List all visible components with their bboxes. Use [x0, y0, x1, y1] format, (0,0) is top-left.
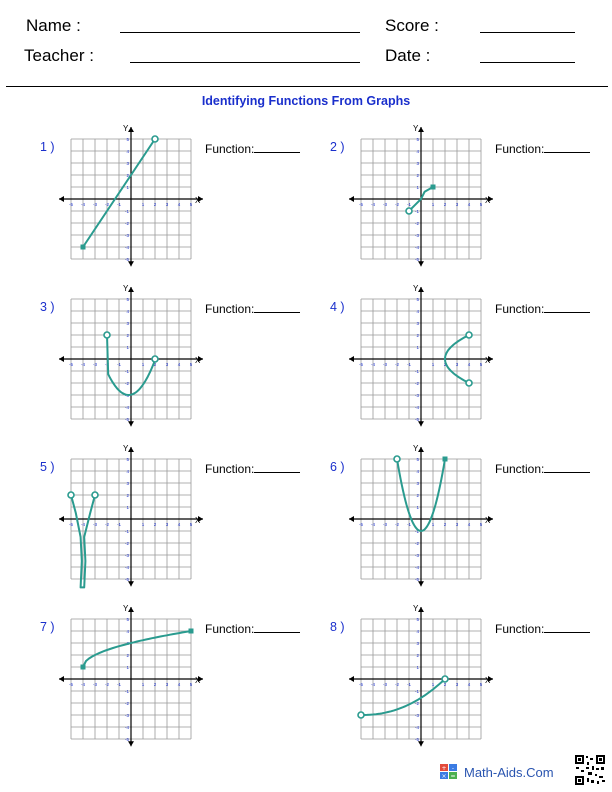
y-tick-label: 3 — [416, 481, 419, 486]
x-tick-label: -4 — [370, 362, 376, 367]
y-tick-label: 2 — [126, 333, 129, 338]
function-curve — [83, 631, 191, 667]
y-tick-label: 5 — [416, 137, 419, 142]
x-tick-label: -5 — [68, 682, 74, 687]
y-tick-label: 5 — [416, 457, 419, 462]
problem-number: 3 ) — [40, 300, 55, 314]
y-axis-label: Y — [413, 444, 419, 453]
axis-arrow — [349, 676, 354, 682]
x-tick-label: 4 — [467, 362, 471, 367]
x-tick-label: 3 — [165, 682, 169, 687]
function-blank[interactable] — [544, 621, 590, 633]
x-tick-label: -2 — [394, 202, 400, 207]
function-blank[interactable] — [544, 301, 590, 313]
y-tick-label: -5 — [124, 417, 129, 422]
y-tick-label: 4 — [126, 629, 129, 634]
axis-arrow — [59, 196, 64, 202]
x-tick-label: 3 — [455, 202, 459, 207]
axis-arrow — [418, 607, 424, 612]
x-tick-label: -5 — [358, 362, 364, 367]
open-endpoint — [442, 676, 448, 682]
y-tick-label: -5 — [414, 737, 419, 742]
y-tick-label: 4 — [416, 309, 419, 314]
axis-arrow — [349, 196, 354, 202]
function-label: Function: — [495, 622, 545, 636]
y-tick-label: 1 — [416, 345, 419, 350]
function-blank[interactable] — [254, 461, 300, 473]
axis-arrow — [128, 127, 134, 132]
x-tick-label: -2 — [394, 682, 400, 687]
x-tick-label: 3 — [165, 522, 169, 527]
axis-arrow — [59, 356, 64, 362]
function-answer — [495, 621, 590, 636]
x-axis-label: X — [485, 196, 491, 205]
x-tick-label: -1 — [406, 362, 412, 367]
y-axis-label: Y — [123, 284, 129, 293]
x-tick-label: 3 — [455, 682, 459, 687]
y-tick-label: -5 — [414, 417, 419, 422]
open-endpoint — [152, 136, 158, 142]
svg-text:+: + — [441, 765, 447, 772]
x-tick-label: -2 — [104, 202, 110, 207]
y-tick-label: -4 — [414, 565, 419, 570]
y-tick-label: -4 — [124, 565, 129, 570]
score-field[interactable] — [480, 32, 575, 33]
y-tick-label: 4 — [126, 149, 129, 154]
coordinate-graph — [56, 604, 206, 754]
y-tick-label: 2 — [126, 653, 129, 658]
open-endpoint — [92, 492, 98, 498]
y-tick-label: -1 — [124, 369, 129, 374]
y-tick-label: 1 — [126, 345, 129, 350]
date-field[interactable] — [480, 62, 575, 63]
open-endpoint — [68, 492, 74, 498]
y-tick-label: -1 — [124, 209, 129, 214]
y-tick-label: 3 — [126, 641, 129, 646]
function-blank[interactable] — [254, 301, 300, 313]
y-tick-label: 5 — [126, 617, 129, 622]
axis-arrow — [59, 676, 64, 682]
axis-arrow — [349, 356, 354, 362]
x-tick-label: 1 — [431, 522, 435, 527]
x-axis-label: X — [485, 516, 491, 525]
y-tick-label: -4 — [124, 245, 129, 250]
closed-endpoint — [189, 629, 194, 634]
qr-code-icon — [574, 754, 606, 786]
problem-number: 8 ) — [330, 620, 345, 634]
y-tick-label: 4 — [416, 149, 419, 154]
y-tick-label: 4 — [126, 309, 129, 314]
y-tick-label: -3 — [124, 553, 129, 558]
open-endpoint — [406, 208, 412, 214]
function-blank[interactable] — [254, 141, 300, 153]
x-tick-label: 5 — [189, 522, 193, 527]
x-tick-label: 5 — [189, 362, 193, 367]
y-tick-label: -3 — [414, 713, 419, 718]
x-axis-label: X — [195, 516, 201, 525]
closed-endpoint — [443, 457, 448, 462]
y-tick-label: 2 — [416, 493, 419, 498]
x-tick-label: 2 — [443, 362, 447, 367]
x-axis-label: X — [485, 356, 491, 365]
function-label: Function: — [495, 142, 545, 156]
x-tick-label: -2 — [104, 682, 110, 687]
x-tick-label: -5 — [358, 682, 364, 687]
function-blank[interactable] — [544, 141, 590, 153]
x-tick-label: 5 — [479, 522, 483, 527]
axis-arrow — [128, 287, 134, 292]
axis-arrow — [128, 607, 134, 612]
open-endpoint — [152, 356, 158, 362]
x-tick-label: 4 — [467, 522, 471, 527]
x-tick-label: -3 — [92, 362, 98, 367]
x-tick-label: -5 — [358, 522, 364, 527]
x-tick-label: -2 — [104, 362, 110, 367]
closed-endpoint — [81, 665, 86, 670]
x-tick-label: -1 — [116, 682, 122, 687]
x-axis-label: X — [195, 196, 201, 205]
name-label: Name : — [26, 16, 81, 35]
x-tick-label: -2 — [104, 522, 110, 527]
date-label: Date : — [385, 46, 431, 65]
y-tick-label: 1 — [416, 185, 419, 190]
y-tick-label: -1 — [414, 529, 419, 534]
y-tick-label: -3 — [124, 393, 129, 398]
y-tick-label: -3 — [124, 233, 129, 238]
x-axis-label: X — [195, 356, 201, 365]
x-tick-label: 5 — [189, 682, 193, 687]
x-tick-label: 1 — [431, 682, 435, 687]
y-tick-label: 2 — [416, 333, 419, 338]
function-label: Function: — [205, 302, 255, 316]
y-axis-label: Y — [123, 444, 129, 453]
y-tick-label: 3 — [416, 321, 419, 326]
x-tick-label: 1 — [431, 202, 435, 207]
axis-arrow — [128, 447, 134, 452]
x-tick-label: 1 — [141, 682, 145, 687]
problem-number: 1 ) — [40, 140, 55, 154]
coordinate-graph — [56, 124, 206, 274]
function-blank[interactable] — [254, 621, 300, 633]
y-tick-label: -5 — [124, 257, 129, 262]
y-tick-label: 5 — [416, 617, 419, 622]
coordinate-graph — [56, 444, 206, 594]
closed-endpoint — [431, 185, 436, 190]
y-tick-label: -2 — [414, 541, 419, 546]
x-tick-label: -5 — [68, 202, 74, 207]
x-tick-label: -1 — [406, 522, 412, 527]
y-tick-label: -2 — [124, 701, 129, 706]
y-tick-label: 4 — [416, 629, 419, 634]
y-tick-label: 2 — [126, 173, 129, 178]
problem-number: 7 ) — [40, 620, 55, 634]
y-tick-label: 3 — [416, 641, 419, 646]
x-tick-label: 3 — [165, 362, 169, 367]
coordinate-graph — [346, 604, 496, 754]
y-tick-label: -2 — [414, 701, 419, 706]
x-tick-label: 4 — [177, 522, 181, 527]
y-tick-label: 2 — [416, 173, 419, 178]
y-axis-label: Y — [123, 604, 129, 613]
y-axis-label: Y — [413, 284, 419, 293]
x-axis-label: X — [485, 676, 491, 685]
problem-number: 5 ) — [40, 460, 55, 474]
y-tick-label: 1 — [126, 505, 129, 510]
x-tick-label: -4 — [370, 682, 376, 687]
problem-number: 4 ) — [330, 300, 345, 314]
x-tick-label: -3 — [382, 522, 388, 527]
function-answer — [495, 461, 590, 476]
x-tick-label: -1 — [116, 522, 122, 527]
y-tick-label: -3 — [414, 233, 419, 238]
function-label: Function: — [205, 142, 255, 156]
y-tick-label: 3 — [126, 481, 129, 486]
x-tick-label: 2 — [443, 202, 447, 207]
y-axis-label: Y — [413, 604, 419, 613]
y-tick-label: -1 — [414, 689, 419, 694]
y-tick-label: 4 — [126, 469, 129, 474]
open-endpoint — [466, 380, 472, 386]
y-tick-label: -2 — [124, 541, 129, 546]
function-answer — [205, 141, 300, 156]
y-tick-label: 3 — [126, 161, 129, 166]
axis-arrow — [418, 447, 424, 452]
x-tick-label: -4 — [370, 522, 376, 527]
x-tick-label: -1 — [116, 202, 122, 207]
x-tick-label: 3 — [455, 522, 459, 527]
axis-arrow — [349, 516, 354, 522]
y-tick-label: -1 — [124, 529, 129, 534]
x-tick-label: 1 — [141, 362, 145, 367]
y-tick-label: -4 — [414, 725, 419, 730]
x-tick-label: -3 — [382, 202, 388, 207]
x-tick-label: -4 — [80, 522, 86, 527]
x-tick-label: 4 — [467, 682, 471, 687]
function-answer — [495, 141, 590, 156]
teacher-field[interactable] — [130, 62, 360, 63]
x-axis-label: X — [195, 676, 201, 685]
y-tick-label: -4 — [124, 725, 129, 730]
function-label: Function: — [495, 302, 545, 316]
axis-arrow — [59, 516, 64, 522]
x-tick-label: -3 — [382, 362, 388, 367]
x-tick-label: 2 — [443, 682, 447, 687]
x-tick-label: -2 — [394, 362, 400, 367]
x-tick-label: 3 — [165, 202, 169, 207]
y-tick-label: -5 — [414, 577, 419, 582]
x-tick-label: -1 — [116, 362, 122, 367]
open-endpoint — [104, 332, 110, 338]
x-tick-label: -5 — [68, 362, 74, 367]
coordinate-graph — [346, 124, 496, 274]
x-tick-label: 1 — [141, 522, 145, 527]
y-axis-label: Y — [413, 124, 419, 133]
svg-text:=: = — [450, 773, 456, 780]
x-tick-label: 5 — [189, 202, 193, 207]
y-tick-label: 1 — [126, 185, 129, 190]
y-tick-label: -4 — [414, 405, 419, 410]
x-tick-label: 5 — [479, 202, 483, 207]
x-tick-label: -4 — [80, 682, 86, 687]
y-tick-label: -5 — [124, 737, 129, 742]
y-tick-label: 2 — [126, 493, 129, 498]
coordinate-graph — [56, 284, 206, 434]
svg-text:×: × — [441, 773, 447, 780]
x-tick-label: 3 — [455, 362, 459, 367]
y-tick-label: 2 — [416, 653, 419, 658]
y-tick-label: -3 — [414, 553, 419, 558]
x-tick-label: 4 — [177, 202, 181, 207]
open-endpoint — [358, 712, 364, 718]
y-tick-label: -2 — [124, 381, 129, 386]
site-link[interactable]: Math-Aids.Com — [464, 765, 554, 780]
axis-arrow — [418, 287, 424, 292]
x-tick-label: 4 — [467, 202, 471, 207]
function-label: Function: — [205, 622, 255, 636]
y-tick-label: -3 — [414, 393, 419, 398]
header-divider — [6, 86, 608, 87]
score-label: Score : — [385, 16, 439, 35]
coordinate-graph — [346, 284, 496, 434]
function-blank[interactable] — [544, 461, 590, 473]
axis-arrow — [418, 127, 424, 132]
y-tick-label: 5 — [126, 297, 129, 302]
x-tick-label: -2 — [394, 522, 400, 527]
x-tick-label: 2 — [153, 362, 157, 367]
y-tick-label: 5 — [416, 297, 419, 302]
x-tick-label: 2 — [443, 522, 447, 527]
y-tick-label: 3 — [416, 161, 419, 166]
y-tick-label: 5 — [126, 137, 129, 142]
problem-number: 2 ) — [330, 140, 345, 154]
x-tick-label: -5 — [358, 202, 364, 207]
function-answer — [205, 461, 300, 476]
x-tick-label: 5 — [479, 682, 483, 687]
function-label: Function: — [205, 462, 255, 476]
x-tick-label: 4 — [177, 682, 181, 687]
x-tick-label: -3 — [382, 682, 388, 687]
y-tick-label: -1 — [414, 369, 419, 374]
open-endpoint — [394, 456, 400, 462]
teacher-label: Teacher : — [24, 46, 94, 65]
y-tick-label: -2 — [414, 381, 419, 386]
y-tick-label: 4 — [416, 469, 419, 474]
function-answer — [495, 301, 590, 316]
x-tick-label: -4 — [80, 362, 86, 367]
x-tick-label: -4 — [80, 202, 86, 207]
closed-endpoint — [81, 245, 86, 250]
x-tick-label: 2 — [153, 202, 157, 207]
x-tick-label: -3 — [92, 522, 98, 527]
y-tick-label: 1 — [416, 505, 419, 510]
x-tick-label: 1 — [431, 362, 435, 367]
worksheet-title: Identifying Functions From Graphs — [201, 94, 411, 108]
y-axis-label: Y — [123, 124, 129, 133]
y-tick-label: -2 — [124, 221, 129, 226]
y-tick-label: -2 — [414, 221, 419, 226]
x-tick-label: -1 — [406, 682, 412, 687]
y-tick-label: 3 — [126, 321, 129, 326]
x-tick-label: -3 — [92, 202, 98, 207]
x-tick-label: -4 — [370, 202, 376, 207]
problem-number: 6 ) — [330, 460, 345, 474]
x-tick-label: 2 — [153, 522, 157, 527]
y-tick-label: -4 — [414, 245, 419, 250]
x-tick-label: 5 — [479, 362, 483, 367]
y-tick-label: -5 — [414, 257, 419, 262]
y-tick-label: -4 — [124, 405, 129, 410]
y-tick-label: -5 — [124, 577, 129, 582]
calculator-icon — [440, 764, 458, 780]
x-tick-label: 2 — [153, 682, 157, 687]
x-tick-label: 4 — [177, 362, 181, 367]
svg-text:-: - — [451, 765, 455, 772]
x-tick-label: -1 — [406, 202, 412, 207]
x-tick-label: 1 — [141, 202, 145, 207]
function-label: Function: — [495, 462, 545, 476]
open-endpoint — [466, 332, 472, 338]
y-tick-label: 5 — [126, 457, 129, 462]
y-tick-label: -3 — [124, 713, 129, 718]
x-tick-label: -5 — [68, 522, 74, 527]
function-answer — [205, 301, 300, 316]
function-answer — [205, 621, 300, 636]
y-tick-label: -1 — [124, 689, 129, 694]
y-tick-label: 1 — [126, 665, 129, 670]
x-tick-label: -3 — [92, 682, 98, 687]
y-tick-label: -1 — [414, 209, 419, 214]
y-tick-label: 1 — [416, 665, 419, 670]
name-field[interactable] — [120, 32, 360, 33]
coordinate-graph — [346, 444, 496, 594]
